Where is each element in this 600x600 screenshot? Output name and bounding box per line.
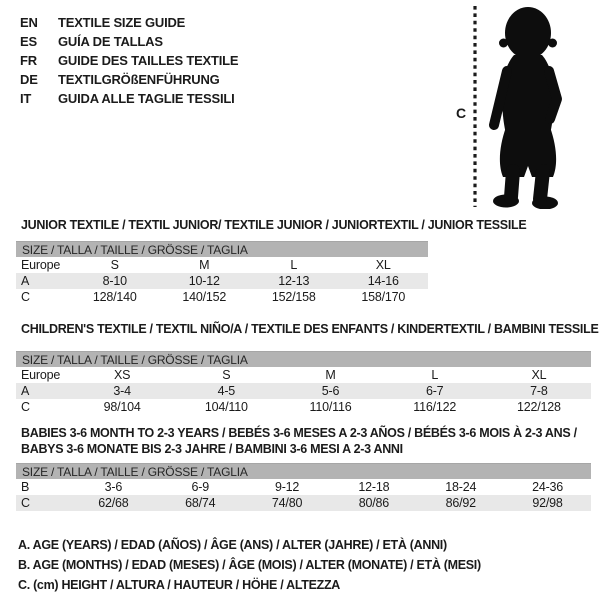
size-cell: 62/68 [98,496,129,510]
table-row [16,273,428,289]
size-cell: 3-6 [104,480,123,494]
size-cell: 104/110 [204,400,248,414]
size-cell: 116/122 [413,400,457,414]
table-title: CHILDREN'S TEXTILE / TEXTIL NIÑO/A / TEXTILE DES ENFANTS / KINDERTEXTIL / BAMBINI TESSILE [21,322,599,336]
table-row [16,289,428,305]
size-cell: 86/92 [445,496,476,510]
size-cell: 6-7 [425,384,444,398]
legend-line-a: A. AGE (YEARS) / EDAD (AÑOS) / ÂGE (ANS) / ALTER (JAHRE) / ETÀ (ANNI) [18,538,447,552]
language-row [20,89,238,108]
legend-line-c: C. (cm) HEIGHT / ALTURA / HAUTEUR / HÖHE / ALTEZZA [18,578,341,592]
language-row [20,70,238,89]
size-cell: 9-12 [274,480,300,494]
size-cell: 74/80 [271,496,303,510]
size-cell: 14-16 [367,274,399,288]
table-row [16,495,591,511]
height-dashed-line [471,6,479,207]
size-cell: 12-13 [278,274,310,288]
size-header-bar: SIZE / TALLA / TAILLE / GRÖSSE / TAGLIA [16,463,591,479]
size-cell: 6-9 [191,480,209,494]
row-label: B [21,480,30,494]
language-row [20,32,238,51]
size-cell: XL [375,258,391,272]
size-cell: S [222,368,231,382]
size-cell: 140/152 [182,290,227,304]
size-cell: 3-4 [113,384,131,398]
legend-line-b: B. AGE (MONTHS) / EDAD (MESES) / ÂGE (MOIS) / ALTER (MONATE) / ETÀ (MESI) [18,558,481,572]
language-code: EN [20,15,38,30]
junior-textile-table [16,217,527,305]
table-row [16,383,591,399]
babies-textile-table [16,425,591,511]
language-list [20,13,238,108]
size-cell: S [110,258,119,272]
size-cell: L [431,368,439,382]
size-cell: 98/104 [103,400,141,414]
language-code: ES [20,34,37,49]
row-label: C [21,496,30,510]
row-label: Europe [21,368,61,382]
row-label: A [21,384,30,398]
size-cell: 18-24 [445,480,477,494]
size-cell: 68/74 [185,496,216,510]
language-label: GUÍA DE TALLAS [58,34,163,49]
language-label: TEXTILGRÖßENFÜHRUNG [58,72,220,87]
size-cell: M [325,368,336,382]
size-cell: 158/170 [361,290,406,304]
size-header-bar: SIZE / TALLA / TAILLE / GRÖSSE / TAGLIA [16,241,428,257]
table-rows [16,257,428,305]
table-title: JUNIOR TEXTILE / TEXTIL JUNIOR/ TEXTILE JUNIOR / JUNIORTEXTIL / JUNIOR TESSILE [21,218,527,232]
toddler-silhouette-icon [480,5,576,209]
size-cell: 5-6 [321,384,340,398]
size-cell: XL [531,368,547,382]
size-cell: 128/140 [92,290,137,304]
size-cell: 24-36 [532,480,564,494]
language-label: TEXTILE SIZE GUIDE [58,15,186,30]
language-code: IT [20,91,32,106]
table-rows [16,367,591,415]
size-cell: 122/128 [517,400,561,414]
language-code: FR [20,53,37,68]
size-header-bar: SIZE / TALLA / TAILLE / GRÖSSE / TAGLIA [16,351,591,367]
size-cell: 7-8 [530,384,548,398]
table-row [16,367,591,383]
language-label: GUIDE DES TAILLES TEXTILE [58,53,239,68]
row-label: C [21,400,30,414]
size-cell: 80/86 [358,496,390,510]
table-row [16,257,428,273]
size-cell: 12-18 [358,480,390,494]
table-title-line2: BABYS 3-6 MONATE BIS 2-3 JAHRE / BAMBINI 3-6 MESI A 2-3 ANNI [21,442,403,456]
table-title: BABIES 3-6 MONTH TO 2-3 YEARS / BEBÉS 3-6 MESES A 2-3 AÑOS / BÉBÉS 3-6 MOIS À 2-3 ANS / [21,426,577,440]
size-cell: 152/158 [271,290,316,304]
language-code: DE [20,72,38,87]
size-cell: XS [113,368,131,382]
language-label: GUIDA ALLE TAGLIE TESSILI [58,91,235,106]
size-cell: 92/98 [532,496,563,510]
table-row [16,479,591,495]
size-cell: L [290,258,298,272]
table-rows [16,479,591,511]
children-textile-table [16,321,599,415]
size-cell: 4-5 [217,384,236,398]
row-label: Europe [21,258,61,272]
size-cell: 8-10 [102,274,127,288]
language-row [20,51,238,70]
table-row [16,399,591,415]
row-label: C [21,290,30,304]
size-cell: 10-12 [188,274,220,288]
height-measure-label: C [456,105,467,121]
legend [18,535,481,595]
language-row [20,13,238,32]
size-cell: 110/116 [309,400,352,414]
size-cell: M [199,258,210,272]
row-label: A [21,274,30,288]
